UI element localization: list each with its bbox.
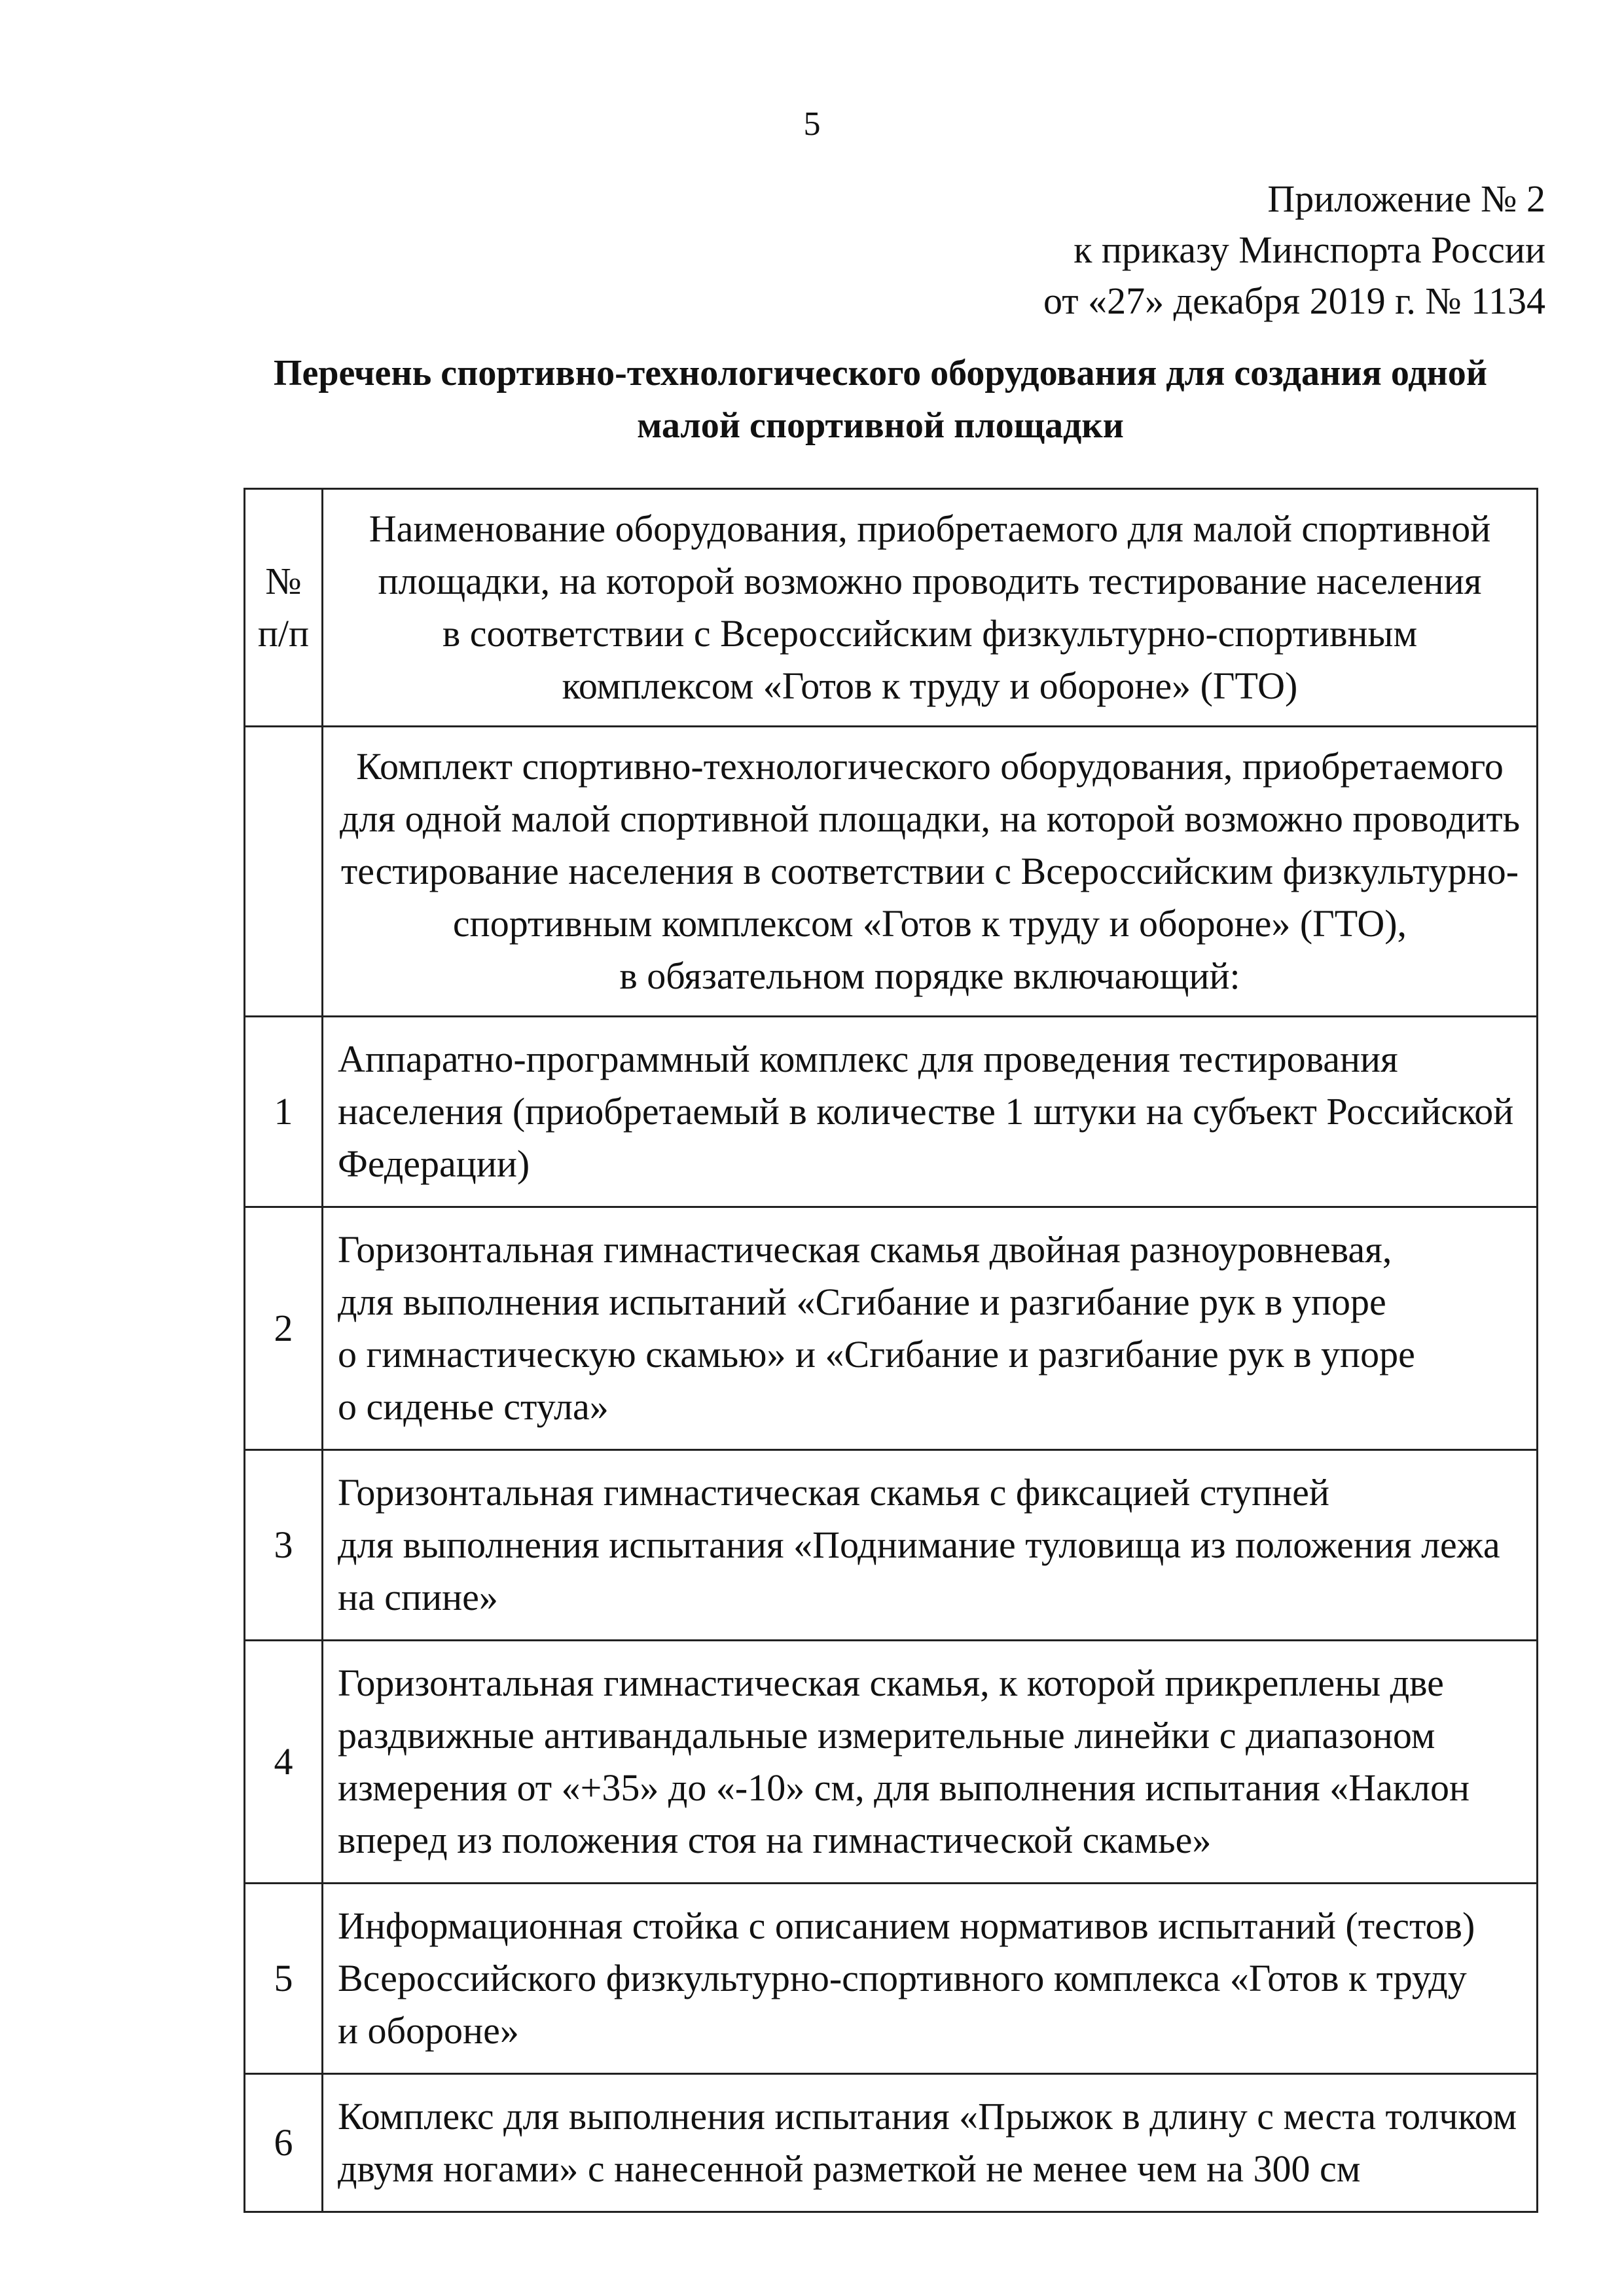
group-text-line: в обязательном порядке включающий: <box>619 955 1240 997</box>
row-text-line: Горизонтальная гимнастическая скамья, к которой прикреплены две <box>338 1662 1444 1704</box>
group-number-cell <box>245 727 323 1017</box>
row-text-line: раздвижные антивандальные измерительные линейки с диапазоном <box>338 1714 1435 1757</box>
header-name-cell <box>323 489 1538 727</box>
row-description <box>323 1884 1538 2074</box>
page-number: 5 <box>803 105 821 143</box>
table-row <box>245 1017 1538 1207</box>
header-text-line: комплексом «Готов к труду и обороне» (ГТО) <box>562 665 1298 707</box>
row-text-line: для выполнения испытания «Поднимание туловища из положения лежа <box>338 1523 1500 1566</box>
group-text-line: Комплект спортивно-технологического оборудования, приобретаемого <box>356 745 1504 788</box>
equipment-table <box>244 488 1538 2213</box>
group-description-cell <box>323 727 1538 1017</box>
table-row <box>245 1207 1538 1450</box>
group-text-line: тестирование населения в соответствии с Всероссийским физкультурно- <box>340 850 1519 892</box>
row-number: 3 <box>245 1450 323 1641</box>
row-text-line: для выполнения испытаний «Сгибание и разгибание рук в упоре <box>338 1281 1386 1323</box>
appendix-line: Приложение № 2 <box>1267 177 1545 220</box>
header-number-cell <box>245 489 323 727</box>
row-description <box>323 2074 1538 2212</box>
row-text-line: Аппаратно-программный комплекс для проведения тестирования <box>338 1038 1398 1080</box>
appendix-block <box>564 173 1545 327</box>
row-text-line: и обороне» <box>338 2009 519 2052</box>
appendix-line: к приказу Минспорта России <box>1074 228 1545 271</box>
row-text-line: Горизонтальная гимнастическая скамья с фиксацией ступней <box>338 1471 1329 1514</box>
row-number: 6 <box>245 2074 323 2212</box>
title-line: малой спортивной площадки <box>637 405 1124 446</box>
header-text-line: площадки, на которой возможно проводить тестирование населения <box>378 560 1482 602</box>
row-text-line: на спине» <box>338 1576 498 1618</box>
row-text-line: Всероссийского физкультурно-спортивного комплекса «Готов к труду <box>338 1957 1467 1999</box>
row-text-line: Горизонтальная гимнастическая скамья двойная разноуровневая, <box>338 1228 1392 1271</box>
row-text-line: вперед из положения стоя на гимнастической скамье» <box>338 1819 1212 1861</box>
row-text-line: двумя ногами» с нанесенной разметкой не менее чем на 300 см <box>338 2147 1361 2190</box>
table-row <box>245 1450 1538 1641</box>
row-text-line: измерения от «+35» до «-10» см, для выполнения испытания «Наклон <box>338 1766 1470 1809</box>
header-number-label: п/п <box>257 612 310 655</box>
row-description <box>323 1017 1538 1207</box>
table-row <box>245 2074 1538 2212</box>
group-text-line: для одной малой спортивной площадки, на которой возможно проводить <box>339 797 1521 840</box>
document-title <box>196 347 1564 452</box>
header-number-symbol: № <box>265 560 302 602</box>
table-group-row <box>245 727 1538 1017</box>
row-text-line: Комплекс для выполнения испытания «Прыжок в длину с места толчком <box>338 2095 1517 2138</box>
row-text-line: населения (приобретаемый в количестве 1 штуки на субъект Российской <box>338 1090 1514 1133</box>
table-header-row <box>245 489 1538 727</box>
title-line: Перечень спортивно-технологического оборудования для создания одной <box>273 353 1488 393</box>
row-description <box>323 1450 1538 1641</box>
group-text-line: спортивным комплексом «Готов к труду и обороне» (ГТО), <box>452 902 1407 945</box>
table-row <box>245 1884 1538 2074</box>
header-text-line: Наименование оборудования, приобретаемого для малой спортивной <box>369 507 1491 550</box>
row-text-line: о гимнастическую скамью» и «Сгибание и разгибание рук в упоре <box>338 1333 1415 1376</box>
row-number: 1 <box>245 1017 323 1207</box>
header-text-line: в соответствии с Всероссийским физкультурно-спортивным <box>442 612 1418 655</box>
appendix-line: от «27» декабря 2019 г. № 1134 <box>1043 280 1545 322</box>
row-text-line: Федерации) <box>338 1142 530 1185</box>
row-description <box>323 1207 1538 1450</box>
row-text-line: о сиденье стула» <box>338 1385 609 1428</box>
row-text-line: Информационная стойка с описанием нормативов испытаний (тестов) <box>338 1904 1475 1947</box>
row-number: 4 <box>245 1641 323 1884</box>
table-row <box>245 1641 1538 1884</box>
row-number: 5 <box>245 1884 323 2074</box>
row-description <box>323 1641 1538 1884</box>
row-number: 2 <box>245 1207 323 1450</box>
